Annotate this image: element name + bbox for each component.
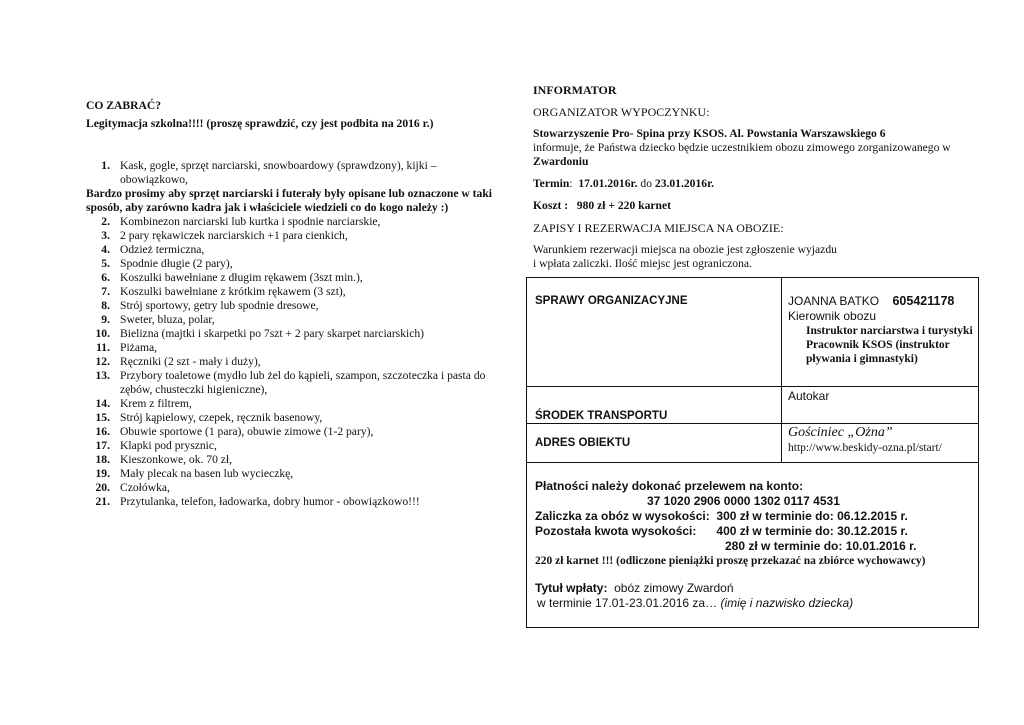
item-text: Obuwie sportowe (1 para), obuwie zimowe (1-2 pary),: [120, 425, 374, 438]
table-row: [527, 463, 979, 628]
transport-value-cell: [782, 387, 979, 424]
item-text: 2 pary rękawiczek narciarskich +1 para cienkich,: [120, 229, 348, 242]
contact-role-3: Pracownik KSOS (instruktor pływania i gimnastyki): [806, 339, 950, 365]
item-text: Krem z filtrem,: [120, 397, 192, 410]
packing-list-title: CO ZABRAĆ?: [86, 99, 162, 112]
reservation-text-1: Warunkiem rezerwacji miejsca na obozie jest zgłoszenie wyjazdu: [533, 243, 837, 256]
organizer-heading: ORGANIZATOR WYPOCZYNKU:: [533, 105, 710, 119]
reservation-heading: ZAPISY I REZERWACJA MIEJSCA NA OBOZIE:: [533, 221, 784, 235]
item-number: 13.: [95, 369, 110, 382]
item-number: 17.: [95, 439, 110, 452]
karnet-note: 220 zł karnet !!! (odliczone pieniążki proszę przekazać na zbiórce wychowawcy): [535, 555, 926, 567]
organizer-description: [533, 141, 983, 169]
transfer-title-value: obóz zimowy Zwardoń: [614, 581, 734, 595]
contact-block: [782, 278, 978, 366]
cost-line: [533, 199, 983, 213]
item-number: 21.: [95, 495, 110, 508]
table-row: [527, 387, 979, 424]
list-item: [86, 439, 496, 453]
item-text: Koszulki bawełniane z krótkim rękawem (3 szt),: [120, 285, 346, 298]
address-label-cell: [527, 424, 782, 463]
term-separator: do: [640, 177, 652, 190]
item-text: Strój kąpielowy, czepek, ręcznik basenowy,: [120, 411, 323, 424]
transfer-term-line: [535, 596, 978, 611]
remaining-value-1: 400 zł w terminie do: 30.12.2015 r.: [716, 524, 908, 538]
list-item: [86, 285, 496, 299]
transfer-term: w terminie 17.01-23.01.2016 za…: [537, 596, 718, 610]
remaining-line: [535, 524, 978, 539]
payment-block: [527, 463, 978, 611]
contact-role-2: Instruktor narciarstwa i turystyki: [806, 325, 973, 337]
item-text: Kieszonkowe, ok. 70 zł,: [120, 453, 233, 466]
item-text: Klapki pod prysznic,: [120, 439, 217, 452]
org-label-cell: [527, 278, 782, 387]
address-url: http://www.beskidy-ozna.pl/start/: [788, 442, 942, 454]
item-number: 9.: [101, 313, 110, 326]
item-number: 4.: [101, 243, 110, 256]
advance-value: 300 zł w terminie do: 06.12.2015 r.: [716, 509, 908, 523]
list-item: [86, 271, 496, 285]
contact-role: Kierownik obozu: [788, 309, 877, 323]
list-item: [86, 299, 496, 313]
item-number: 14.: [95, 397, 110, 410]
transport-value: Autokar: [788, 389, 830, 403]
table-row: [527, 278, 979, 387]
packing-list-section: [86, 99, 496, 509]
item-text: Czołówka,: [120, 481, 170, 494]
list-item: [86, 355, 496, 369]
term-line: Termin: 17.01.2016r. do 23.01.2016r.: [533, 177, 715, 190]
list-item: [86, 313, 496, 327]
list-item: [86, 327, 496, 341]
remaining-label: Pozostała kwota wysokości:: [535, 524, 697, 538]
item-number: 11.: [96, 341, 110, 354]
contact-cell: [782, 278, 979, 387]
reservation-text-2: i wpłata zaliczki. Ilość miejsc jest ograniczona.: [533, 257, 752, 270]
informator-title: INFORMATOR: [533, 83, 617, 97]
list-item: [86, 159, 496, 187]
term-from: 17.01.2016r.: [578, 177, 638, 190]
list-item: [86, 467, 496, 481]
transfer-title-label: Tytuł wpłaty:: [535, 581, 608, 595]
equipment-note-row: [86, 187, 496, 215]
item-number: 16.: [95, 425, 110, 438]
list-item: [86, 341, 496, 355]
item-text: Kombinezon narciarski lub kurtka i spodnie narciarskie,: [120, 215, 381, 228]
item-number: 10.: [95, 327, 110, 340]
item-number: 5.: [101, 257, 110, 270]
camp-info-table: [526, 277, 979, 628]
school-id-note: Legitymacja szkolna!!!! (proszę sprawdzić, czy jest podbita na 2016 r.): [86, 117, 434, 130]
item-text: Spodnie długie (2 pary),: [120, 257, 233, 270]
item-number: 19.: [95, 467, 110, 480]
item-text: Koszulki bawełniane z długim rękawem (3szt min.),: [120, 271, 363, 284]
org-label: SPRAWY ORGANIZACYJNE: [535, 295, 688, 307]
item-number: 18.: [95, 453, 110, 466]
list-item: [86, 481, 496, 495]
cost-value: 980 zł + 220 karnet: [576, 199, 671, 212]
item-text: Strój sportowy, getry lub spodnie dresowe,: [120, 299, 319, 312]
item-number: 20.: [95, 481, 110, 494]
contact-name: JOANNA BATKO: [788, 294, 880, 308]
cost-label: Koszt :: [533, 199, 569, 212]
transport-label: ŚRODEK TRANSPORTU: [535, 410, 668, 422]
item-text: Przytulanka, telefon, ładowarka, dobry humor - obowiązkowo!!!: [120, 495, 420, 508]
contact-line: [788, 294, 974, 309]
list-item: [86, 495, 496, 509]
list-item: [86, 411, 496, 425]
table-row: [527, 424, 979, 463]
organizer-place: Zwardoniu: [533, 155, 589, 168]
account-number: 37 1020 2906 0000 1302 0117 4531: [647, 494, 840, 508]
advance-line: [535, 509, 978, 524]
list-item: [86, 243, 496, 257]
list-item: [86, 369, 496, 397]
address-label: ADRES OBIEKTU: [535, 437, 631, 449]
item-number: 12.: [95, 355, 110, 368]
item-text: Odzież termiczna,: [120, 243, 205, 256]
item-number: 3.: [101, 229, 110, 242]
item-text: Ręczniki (2 szt - mały i duży),: [120, 355, 261, 368]
transfer-term-italic: (imię i nazwisko dziecka): [720, 596, 854, 610]
payment-cell: [527, 463, 979, 628]
list-item: [86, 397, 496, 411]
list-item: [86, 453, 496, 467]
payment-intro: Płatności należy dokonać przelewem na konto:: [535, 479, 804, 493]
item-text: Bielizna (majtki i skarpetki po 7szt + 2 pary skarpet narciarskich): [120, 327, 425, 340]
list-item: [86, 215, 496, 229]
organizer-name: Stowarzyszenie Pro- Spina przy KSOS. Al. Powstania Warszawskiego 6: [533, 127, 886, 140]
list-item: [86, 229, 496, 243]
item-text: Mały plecak na basen lub wycieczkę,: [120, 467, 294, 480]
item-text: Sweter, bluza, polar,: [120, 313, 215, 326]
advance-label: Zaliczka za obóz w wysokości:: [535, 509, 710, 523]
item-text: Przybory toaletowe (mydło lub żel do kąpieli, szampon, szczoteczka i pasta do zębów, chusteczki higieniczne),: [120, 369, 486, 396]
term-to: 23.01.2016r.: [654, 177, 715, 190]
item-number: 8.: [101, 299, 110, 312]
item-text: Piżama,: [120, 341, 158, 354]
term-label: Termin: [533, 177, 570, 190]
item-number: 1.: [101, 159, 110, 172]
list-item: [86, 425, 496, 439]
transport-label-cell: [527, 387, 782, 424]
address-name: Gościniec „Ożna”: [788, 425, 893, 440]
address-value-cell: [782, 424, 979, 463]
item-number: 7.: [101, 285, 110, 298]
informator-section: [533, 83, 983, 271]
transfer-title-line: [535, 581, 978, 596]
list-item: [86, 257, 496, 271]
contact-phone: 605421178: [892, 294, 955, 308]
equipment-note: Bardzo prosimy aby sprzęt narciarski i futerały były opisane lub oznaczone w taki sposób, aby zarówno kadra jak i właściciele wiedzieli co do kogo należy :): [86, 187, 493, 214]
item-number: 2.: [101, 215, 110, 228]
organizer-text: informuje, że Państwa dziecko będzie uczestnikiem obozu zimowego zorganizowanego w: [533, 141, 951, 154]
item-number: 15.: [95, 411, 110, 424]
item-text: Kask, gogle, sprzęt narciarski, snowboardowy (sprawdzony), kijki – obowiązkowo,: [120, 159, 437, 186]
packing-list: [86, 159, 496, 509]
item-number: 6.: [101, 271, 110, 284]
remaining-value-2: 280 zł w terminie do: 10.01.2016 r.: [725, 539, 917, 553]
